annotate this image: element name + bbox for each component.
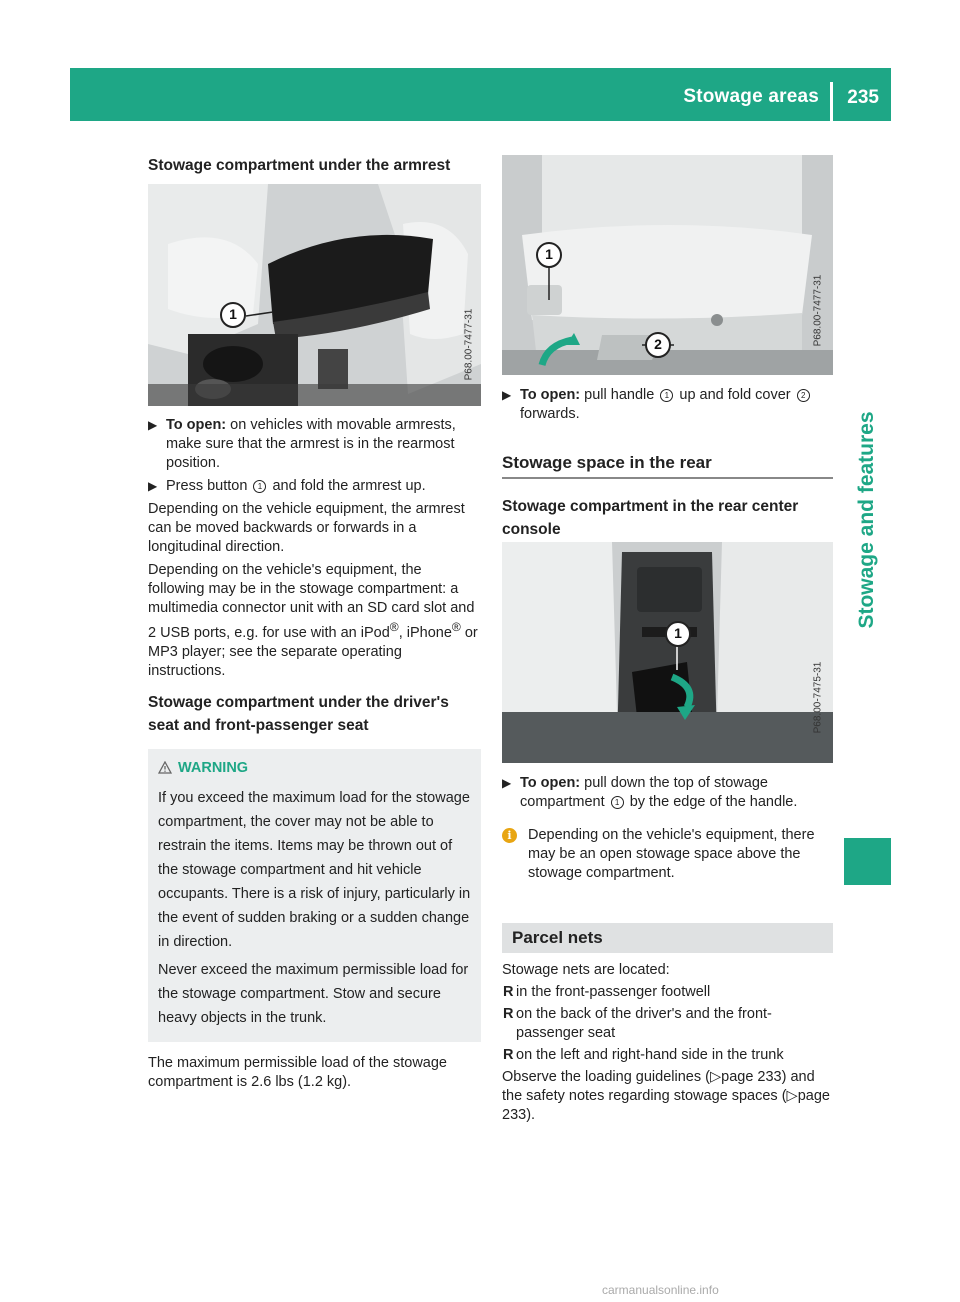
chapter-tab-marker bbox=[844, 838, 891, 885]
list-item-text: on the back of the driver's and the front-passenger seat bbox=[516, 1006, 772, 1041]
paragraph: Depending on the vehicle equipment, the armrest can be moved backwards or forwards in a longitudinal direction. bbox=[148, 501, 465, 555]
rear-section bbox=[502, 452, 833, 541]
left-body bbox=[148, 416, 481, 1092]
chapter-tab-label: Stowage and features bbox=[855, 411, 878, 629]
observe-part: ) and the safety notes regarding stowage spaces ( bbox=[502, 1069, 815, 1104]
arrow-right-icon: ▶ bbox=[148, 479, 158, 493]
info-note bbox=[502, 826, 833, 883]
list-item-text: in the front-passenger footwell bbox=[516, 984, 711, 1000]
parcel-nets-heading: Parcel nets bbox=[502, 923, 833, 953]
warning-text: Never exceed the maximum permissible load for the stowage compartment. Stow and secure heavy objects in the trunk. bbox=[158, 961, 469, 1026]
console-heading: Stowage compartment in the rear center console bbox=[502, 497, 799, 538]
paragraph-part: or MP3 player; see the separate operating instructions. bbox=[148, 624, 478, 679]
observe-text bbox=[502, 1068, 833, 1125]
list-item-text: on the left and right-hand side in the trunk bbox=[516, 1047, 784, 1063]
instruction-step bbox=[502, 774, 833, 812]
image-code: P68.00-7477-31 bbox=[463, 308, 475, 381]
info-text: Depending on the vehicle's equipment, there may be an open stowage space above the stowage compartment. bbox=[528, 827, 815, 881]
header-separator bbox=[830, 82, 833, 121]
page-number: 235 bbox=[847, 87, 879, 108]
warning-text: If you exceed the maximum load for the stowage compartment, the cover may not be able to restrain the items. Items may be thrown out of the stowage compartment and hit vehicle occupants. There is a risk of injury, particularly in the event of sudden braking or a sudden change in direction. bbox=[158, 789, 471, 950]
step-text: by the edge of the handle. bbox=[629, 794, 798, 810]
bullet-r-icon: R bbox=[503, 1047, 514, 1063]
marker-2: 2 bbox=[797, 389, 810, 402]
step-text: up and fold cover bbox=[679, 387, 791, 403]
instruction-step bbox=[148, 477, 481, 496]
armrest-photo bbox=[148, 184, 481, 406]
observe-part: ). bbox=[526, 1107, 536, 1123]
step-text: and fold the armrest up. bbox=[272, 478, 426, 494]
seat-heading: Stowage compartment under the driver's seat and front-passenger seat bbox=[148, 693, 449, 734]
bullet-r-icon: R bbox=[503, 1006, 514, 1022]
warning-triangle-icon bbox=[158, 761, 172, 780]
step-text: Press button bbox=[166, 478, 248, 494]
step-label: To open: bbox=[520, 775, 581, 791]
armrest-illustration bbox=[148, 184, 481, 406]
marker-1: 1 bbox=[611, 796, 624, 809]
paragraph-part: , iPhone bbox=[398, 624, 452, 641]
instruction-step bbox=[502, 386, 833, 424]
marker-1: 1 bbox=[660, 389, 673, 402]
right-body-top bbox=[502, 386, 833, 424]
registered-mark: ® bbox=[389, 620, 399, 634]
rear-heading: Stowage space in the rear bbox=[502, 453, 712, 472]
armrest-heading: Stowage compartment under the armrest bbox=[148, 157, 451, 174]
instruction-step bbox=[148, 416, 481, 473]
paragraph-part: Depending on the vehicle's equipment, the following may be in the stowage compartment: a multimedia connector unit with an SD card slot and 2 USB ports, e.g. for use with an iPod bbox=[148, 562, 475, 641]
arrow-right-icon: ▶ bbox=[502, 776, 512, 790]
observe-part: Observe the loading guidelines ( bbox=[502, 1069, 710, 1085]
step-text: pull down the top of stowage compartment bbox=[520, 775, 768, 810]
nets-intro: Stowage nets are located: bbox=[502, 962, 670, 978]
step-text: pull handle bbox=[584, 387, 655, 403]
callout-1: 1 bbox=[220, 302, 246, 328]
callout-1: 1 bbox=[536, 242, 562, 268]
warning-title: WARNING bbox=[178, 759, 249, 776]
arrow-right-icon: ▶ bbox=[148, 418, 158, 432]
console-photo bbox=[502, 542, 833, 763]
step-text: on vehicles with movable armrests, make sure that the armrest is in the rearmost position. bbox=[166, 417, 456, 471]
step-label: To open: bbox=[520, 387, 581, 403]
callout-2: 2 bbox=[645, 332, 671, 358]
page-ref-arrow-icon: ▷ bbox=[786, 1088, 798, 1104]
right-body-bottom bbox=[502, 774, 833, 1125]
step-label: To open: bbox=[166, 417, 227, 433]
step-text: forwards. bbox=[520, 406, 580, 422]
console-illustration bbox=[502, 542, 833, 763]
paragraph bbox=[148, 561, 481, 681]
image-code: P68.00-7477-31 bbox=[812, 274, 824, 347]
info-icon: i bbox=[502, 828, 517, 843]
list-item bbox=[502, 983, 833, 1002]
warning-box bbox=[148, 749, 481, 1042]
arrow-right-icon: ▶ bbox=[502, 388, 512, 402]
warning-title-row bbox=[158, 759, 471, 780]
header-title: Stowage areas bbox=[683, 86, 819, 107]
max-load-text: The maximum permissible load of the stowage compartment is 2.6 lbs (1.2 kg). bbox=[148, 1054, 447, 1090]
image-code: P68.00-7475-31 bbox=[812, 661, 824, 734]
heading-rule bbox=[502, 477, 833, 479]
seat-photo bbox=[502, 155, 833, 375]
left-column bbox=[148, 155, 481, 177]
list-item bbox=[502, 1005, 833, 1043]
list-item bbox=[502, 1046, 833, 1065]
marker-1: 1 bbox=[253, 480, 266, 493]
page-ref-link[interactable]: page 233 bbox=[502, 1088, 830, 1123]
registered-mark: ® bbox=[451, 620, 461, 634]
callout-1: 1 bbox=[665, 621, 691, 647]
bullet-r-icon: R bbox=[503, 984, 514, 1000]
footer-watermark: carmanualsonline.info bbox=[602, 1283, 719, 1297]
page-ref-arrow-icon: ▷ bbox=[709, 1069, 722, 1085]
page-ref-link[interactable]: page 233 bbox=[721, 1069, 782, 1085]
page-header bbox=[70, 68, 891, 121]
